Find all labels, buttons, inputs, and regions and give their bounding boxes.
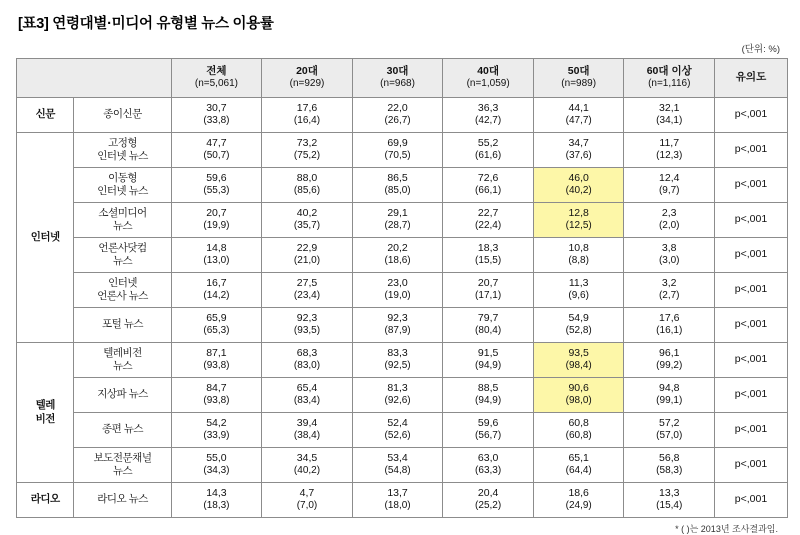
cell-previous-value: (80,4) — [475, 325, 502, 337]
row-category-label: 텔레비전 뉴스 — [74, 343, 171, 378]
unit-note: (단위: %) — [741, 44, 780, 55]
table-cell-value — [352, 238, 443, 273]
cell-main-value: 59,6 — [477, 417, 499, 430]
cell-previous-value: (47,7) — [565, 115, 592, 127]
cell-main-value: 83,3 — [387, 347, 408, 360]
cell-main-value: 44,1 — [568, 102, 589, 115]
cell-main-value: 2,3 — [661, 207, 677, 220]
table-cell-value — [262, 308, 353, 343]
cell-main-value: 29,1 — [387, 207, 408, 220]
table-row — [17, 98, 788, 133]
cell-previous-value: (85,6) — [293, 185, 321, 197]
cell-main-value: 69,9 — [387, 137, 408, 150]
cell-main-value: 79,7 — [477, 312, 499, 325]
cell-main-value: 17,6 — [659, 312, 680, 325]
cell-main-value: 65,1 — [568, 452, 589, 465]
cell-main-value: 13,3 — [659, 487, 680, 500]
cell-main-value: 11,7 — [659, 137, 680, 150]
header-col-4-label: 50대 — [567, 65, 590, 78]
cell-main-value: 65,9 — [206, 312, 227, 325]
table-cell-value — [443, 168, 534, 203]
header-col-3-sub: (n=1,059) — [466, 78, 510, 90]
cell-main-value: 18,3 — [477, 242, 499, 255]
table-cell-value — [171, 308, 262, 343]
row-category-label: 언론사닷컴 뉴스 — [74, 238, 171, 273]
cell-main-value: 88,5 — [477, 382, 499, 395]
cell-main-value: 68,3 — [296, 347, 318, 360]
table-cell-value — [352, 98, 443, 133]
cell-main-value: 27,5 — [296, 277, 318, 290]
header-col-1 — [262, 59, 353, 98]
cell-previous-value: (64,4) — [565, 465, 592, 477]
table-cell-value — [171, 413, 262, 448]
cell-main-value: 92,3 — [296, 312, 318, 325]
table-cell-value — [443, 483, 534, 518]
table-cell-value — [533, 378, 624, 413]
cell-previous-value: (21,0) — [293, 255, 321, 267]
table-cell-value — [624, 98, 715, 133]
header-col-2 — [352, 59, 443, 98]
cell-main-value: 12,4 — [659, 172, 680, 185]
table-cell-value — [171, 273, 262, 308]
cell-main-value: 22,7 — [477, 207, 499, 220]
cell-previous-value: (50,7) — [203, 150, 230, 162]
table-cell-value — [624, 308, 715, 343]
cell-significance: p<,001 — [715, 448, 788, 483]
cell-main-value: 59,6 — [206, 172, 227, 185]
cell-previous-value: (54,8) — [384, 465, 411, 477]
table-cell-value — [443, 98, 534, 133]
cell-previous-value: (92,5) — [384, 360, 411, 372]
table-cell-value — [171, 238, 262, 273]
header-col-2-label: 30대 — [386, 65, 409, 78]
cell-previous-value: (40,2) — [293, 465, 321, 477]
table-row — [17, 203, 788, 238]
cell-previous-value: (25,2) — [475, 500, 502, 512]
table-row — [17, 238, 788, 273]
header-col-5-sub: (n=1,116) — [648, 78, 691, 90]
row-category-label: 라디오 뉴스 — [74, 483, 171, 518]
header-col-0-sub: (n=5,061) — [194, 78, 238, 90]
cell-main-value: 53,4 — [387, 452, 408, 465]
cell-previous-value: (18,6) — [384, 255, 411, 267]
header-significance: 유의도 — [715, 59, 788, 98]
table-cell-value — [624, 133, 715, 168]
cell-previous-value: (83,0) — [293, 360, 321, 372]
cell-previous-value: (28,7) — [384, 220, 411, 232]
table-row — [17, 168, 788, 203]
table-cell-value — [262, 168, 353, 203]
table-cell-value — [533, 273, 624, 308]
table-cell-value — [352, 343, 443, 378]
table-cell-value — [443, 413, 534, 448]
cell-main-value: 20,2 — [387, 242, 408, 255]
cell-main-value: 12,8 — [568, 207, 589, 220]
cell-previous-value: (35,7) — [293, 220, 321, 232]
header-col-5 — [624, 59, 715, 98]
table-cell-value — [352, 168, 443, 203]
cell-previous-value: (93,8) — [203, 395, 230, 407]
table-cell-value — [533, 413, 624, 448]
row-category-label: 보도전문채널 뉴스 — [74, 448, 171, 483]
row-category-label: 지상파 뉴스 — [74, 378, 171, 413]
cell-previous-value: (2,0) — [658, 220, 680, 232]
cell-main-value: 86,5 — [387, 172, 408, 185]
header-col-0 — [171, 59, 262, 98]
cell-main-value: 20,4 — [477, 487, 499, 500]
cell-previous-value: (33,9) — [203, 430, 230, 442]
cell-main-value: 55,2 — [477, 137, 499, 150]
table-cell-value — [352, 273, 443, 308]
cell-previous-value: (87,9) — [384, 325, 411, 337]
cell-significance: p<,001 — [715, 343, 788, 378]
cell-main-value: 73,2 — [296, 137, 318, 150]
table-cell-value — [624, 203, 715, 238]
cell-main-value: 52,4 — [387, 417, 408, 430]
table-cell-value — [443, 238, 534, 273]
cell-previous-value: (75,2) — [293, 150, 321, 162]
table-row — [17, 308, 788, 343]
cell-main-value: 14,3 — [206, 487, 227, 500]
cell-previous-value: (61,6) — [475, 150, 502, 162]
table-cell-value — [262, 273, 353, 308]
row-category-label: 이동형 인터넷 뉴스 — [74, 168, 171, 203]
header-corner — [17, 59, 172, 98]
table-cell-value — [443, 343, 534, 378]
table-cell-value — [262, 483, 353, 518]
table-cell-value — [624, 273, 715, 308]
table-row — [17, 448, 788, 483]
cell-significance: p<,001 — [715, 273, 788, 308]
table-cell-value — [533, 168, 624, 203]
cell-significance: p<,001 — [715, 168, 788, 203]
row-category-label: 소셜미디어 뉴스 — [74, 203, 171, 238]
cell-significance: p<,001 — [715, 308, 788, 343]
cell-main-value: 20,7 — [206, 207, 227, 220]
cell-main-value: 47,7 — [206, 137, 227, 150]
table-cell-value — [533, 483, 624, 518]
cell-main-value: 14,8 — [206, 242, 227, 255]
cell-main-value: 36,3 — [477, 102, 499, 115]
cell-significance: p<,001 — [715, 413, 788, 448]
table-cell-value — [624, 413, 715, 448]
cell-significance: p<,001 — [715, 133, 788, 168]
cell-main-value: 93,5 — [568, 347, 589, 360]
table-cell-value — [624, 448, 715, 483]
table-cell-value — [352, 448, 443, 483]
table-cell-value — [262, 238, 353, 273]
cell-previous-value: (12,5) — [565, 220, 592, 232]
cell-main-value: 65,4 — [296, 382, 318, 395]
cell-previous-value: (94,9) — [475, 395, 502, 407]
cell-previous-value: (83,4) — [293, 395, 321, 407]
row-group-label: 신문 — [17, 98, 74, 133]
table-cell-value — [262, 203, 353, 238]
table-cell-value — [171, 378, 262, 413]
cell-main-value: 88,0 — [296, 172, 318, 185]
cell-previous-value: (99,1) — [656, 395, 683, 407]
cell-previous-value: (26,7) — [384, 115, 411, 127]
cell-previous-value: (18,3) — [203, 500, 230, 512]
cell-previous-value: (70,5) — [384, 150, 411, 162]
cell-main-value: 54,2 — [206, 417, 227, 430]
cell-significance: p<,001 — [715, 378, 788, 413]
table-cell-value — [352, 308, 443, 343]
header-col-1-sub: (n=929) — [289, 78, 325, 90]
table-cell-value — [352, 203, 443, 238]
cell-main-value: 60,8 — [568, 417, 589, 430]
cell-previous-value: (14,2) — [203, 290, 230, 302]
cell-previous-value: (37,6) — [565, 150, 592, 162]
news-usage-table — [16, 58, 788, 518]
row-group-label: 라디오 — [17, 483, 74, 518]
cell-main-value: 17,6 — [296, 102, 318, 115]
cell-previous-value: (60,8) — [565, 430, 592, 442]
cell-previous-value: (38,4) — [293, 430, 321, 442]
cell-main-value: 34,5 — [296, 452, 318, 465]
cell-previous-value: (17,1) — [475, 290, 502, 302]
cell-main-value: 34,7 — [568, 137, 589, 150]
cell-previous-value: (9,7) — [658, 185, 680, 197]
cell-previous-value: (22,4) — [475, 220, 502, 232]
cell-main-value: 4,7 — [299, 487, 315, 500]
table-cell-value — [533, 98, 624, 133]
header-col-1-label: 20대 — [296, 65, 318, 78]
cell-main-value: 46,0 — [568, 172, 589, 185]
row-category-label: 종편 뉴스 — [74, 413, 171, 448]
cell-main-value: 63,0 — [477, 452, 499, 465]
table-cell-value — [171, 343, 262, 378]
header-col-5-label: 60대 이상 — [646, 65, 692, 78]
header-col-4-sub: (n=989) — [561, 78, 597, 90]
table-cell-value — [171, 133, 262, 168]
cell-previous-value: (85,0) — [384, 185, 411, 197]
cell-previous-value: (58,3) — [656, 465, 683, 477]
table-cell-value — [352, 483, 443, 518]
cell-previous-value: (92,6) — [384, 395, 411, 407]
table-body — [17, 98, 788, 518]
cell-previous-value: (93,5) — [293, 325, 321, 337]
cell-previous-value: (63,3) — [475, 465, 502, 477]
cell-main-value: 57,2 — [659, 417, 680, 430]
table-cell-value — [171, 203, 262, 238]
table-cell-value — [443, 378, 534, 413]
table-cell-value — [171, 98, 262, 133]
table-cell-value — [533, 448, 624, 483]
table-cell-value — [262, 378, 353, 413]
cell-previous-value: (19,0) — [384, 290, 411, 302]
cell-previous-value: (56,7) — [475, 430, 502, 442]
table-cell-value — [533, 343, 624, 378]
row-category-label: 종이신문 — [74, 98, 171, 133]
table-cell-value — [352, 133, 443, 168]
table-header — [17, 59, 788, 98]
table-cell-value — [533, 238, 624, 273]
table-cell-value — [262, 343, 353, 378]
row-group-label: 텔레 비전 — [17, 343, 74, 483]
cell-previous-value: (15,5) — [475, 255, 502, 267]
cell-main-value: 92,3 — [387, 312, 408, 325]
table-cell-value — [171, 168, 262, 203]
table-cell-value — [624, 168, 715, 203]
cell-previous-value: (8,8) — [568, 255, 589, 267]
cell-main-value: 23,0 — [387, 277, 408, 290]
table-row — [17, 273, 788, 308]
table-cell-value — [171, 483, 262, 518]
cell-main-value: 90,6 — [568, 382, 589, 395]
cell-main-value: 16,7 — [206, 277, 227, 290]
cell-main-value: 18,6 — [568, 487, 589, 500]
cell-main-value: 96,1 — [659, 347, 680, 360]
cell-main-value: 3,8 — [661, 242, 677, 255]
cell-main-value: 13,7 — [387, 487, 408, 500]
cell-significance: p<,001 — [715, 98, 788, 133]
table-cell-value — [443, 133, 534, 168]
table-row — [17, 343, 788, 378]
table-cell-value — [533, 133, 624, 168]
cell-main-value: 39,4 — [296, 417, 318, 430]
cell-main-value: 22,0 — [387, 102, 408, 115]
row-group-label: 인터넷 — [17, 133, 74, 343]
row-category-label: 포털 뉴스 — [74, 308, 171, 343]
header-col-3 — [443, 59, 534, 98]
cell-previous-value: (66,1) — [475, 185, 502, 197]
table-cell-value — [443, 448, 534, 483]
cell-previous-value: (98,4) — [565, 360, 592, 372]
page-title: [표3] 연령대별·미디어 유형별 뉴스 이용률 — [18, 16, 274, 32]
table-cell-value — [624, 343, 715, 378]
cell-previous-value: (9,6) — [568, 290, 589, 302]
cell-previous-value: (65,3) — [203, 325, 230, 337]
cell-main-value: 11,3 — [568, 277, 589, 290]
cell-main-value: 81,3 — [387, 382, 408, 395]
cell-main-value: 32,1 — [659, 102, 680, 115]
cell-previous-value: (16,4) — [293, 115, 321, 127]
cell-significance: p<,001 — [715, 238, 788, 273]
cell-significance: p<,001 — [715, 483, 788, 518]
cell-previous-value: (57,0) — [656, 430, 683, 442]
header-col-0-label: 전체 — [206, 65, 227, 78]
cell-previous-value: (40,2) — [565, 185, 592, 197]
cell-previous-value: (24,9) — [565, 500, 592, 512]
cell-main-value: 94,8 — [659, 382, 680, 395]
cell-previous-value: (15,4) — [656, 500, 683, 512]
table-cell-value — [262, 133, 353, 168]
cell-previous-value: (18,0) — [384, 500, 411, 512]
header-col-3-label: 40대 — [477, 65, 500, 78]
cell-main-value: 20,7 — [477, 277, 499, 290]
cell-previous-value: (98,0) — [565, 395, 592, 407]
header-col-4 — [533, 59, 624, 98]
cell-previous-value: (93,8) — [203, 360, 230, 372]
table-cell-value — [533, 308, 624, 343]
cell-previous-value: (52,8) — [565, 325, 592, 337]
table-cell-value — [443, 308, 534, 343]
cell-main-value: 87,1 — [206, 347, 227, 360]
cell-significance: p<,001 — [715, 203, 788, 238]
table-row — [17, 413, 788, 448]
row-category-label: 인터넷 언론사 뉴스 — [74, 273, 171, 308]
cell-main-value: 84,7 — [206, 382, 227, 395]
cell-previous-value: (16,1) — [656, 325, 683, 337]
table-cell-value — [624, 483, 715, 518]
row-category-label: 고정형 인터넷 뉴스 — [74, 133, 171, 168]
table-cell-value — [262, 98, 353, 133]
cell-previous-value: (2,7) — [658, 290, 680, 302]
table-row — [17, 483, 788, 518]
cell-main-value: 55,0 — [206, 452, 227, 465]
cell-previous-value: (3,0) — [658, 255, 680, 267]
cell-main-value: 54,9 — [568, 312, 589, 325]
cell-previous-value: (12,3) — [656, 150, 683, 162]
cell-previous-value: (23,4) — [293, 290, 321, 302]
table-cell-value — [262, 413, 353, 448]
cell-previous-value: (55,3) — [203, 185, 230, 197]
table-cell-value — [443, 203, 534, 238]
table-cell-value — [443, 273, 534, 308]
table-cell-value — [171, 448, 262, 483]
cell-previous-value: (94,9) — [475, 360, 502, 372]
cell-previous-value: (34,1) — [656, 115, 683, 127]
table-cell-value — [352, 413, 443, 448]
cell-main-value: 56,8 — [659, 452, 680, 465]
cell-previous-value: (42,7) — [475, 115, 502, 127]
table-cell-value — [352, 378, 443, 413]
table-cell-value — [262, 448, 353, 483]
cell-previous-value: (19,9) — [203, 220, 230, 232]
cell-main-value: 40,2 — [296, 207, 318, 220]
cell-previous-value: (99,2) — [656, 360, 683, 372]
cell-main-value: 30,7 — [206, 102, 227, 115]
cell-main-value: 3,2 — [661, 277, 677, 290]
table-cell-value — [624, 238, 715, 273]
cell-main-value: 72,6 — [477, 172, 499, 185]
cell-main-value: 91,5 — [477, 347, 499, 360]
table-cell-value — [533, 203, 624, 238]
cell-previous-value: (33,8) — [203, 115, 230, 127]
cell-previous-value: (7,0) — [296, 500, 318, 512]
cell-previous-value: (13,0) — [203, 255, 230, 267]
table-row — [17, 133, 788, 168]
table-cell-value — [624, 378, 715, 413]
header-row — [17, 59, 788, 98]
cell-main-value: 10,8 — [568, 242, 589, 255]
table-footnote: * ( )는 2013년 조사결과임. — [675, 524, 778, 534]
cell-previous-value: (34,3) — [203, 465, 230, 477]
header-col-2-sub: (n=968) — [380, 78, 415, 90]
cell-main-value: 22,9 — [296, 242, 318, 255]
cell-previous-value: (52,6) — [384, 430, 411, 442]
table-row — [17, 378, 788, 413]
